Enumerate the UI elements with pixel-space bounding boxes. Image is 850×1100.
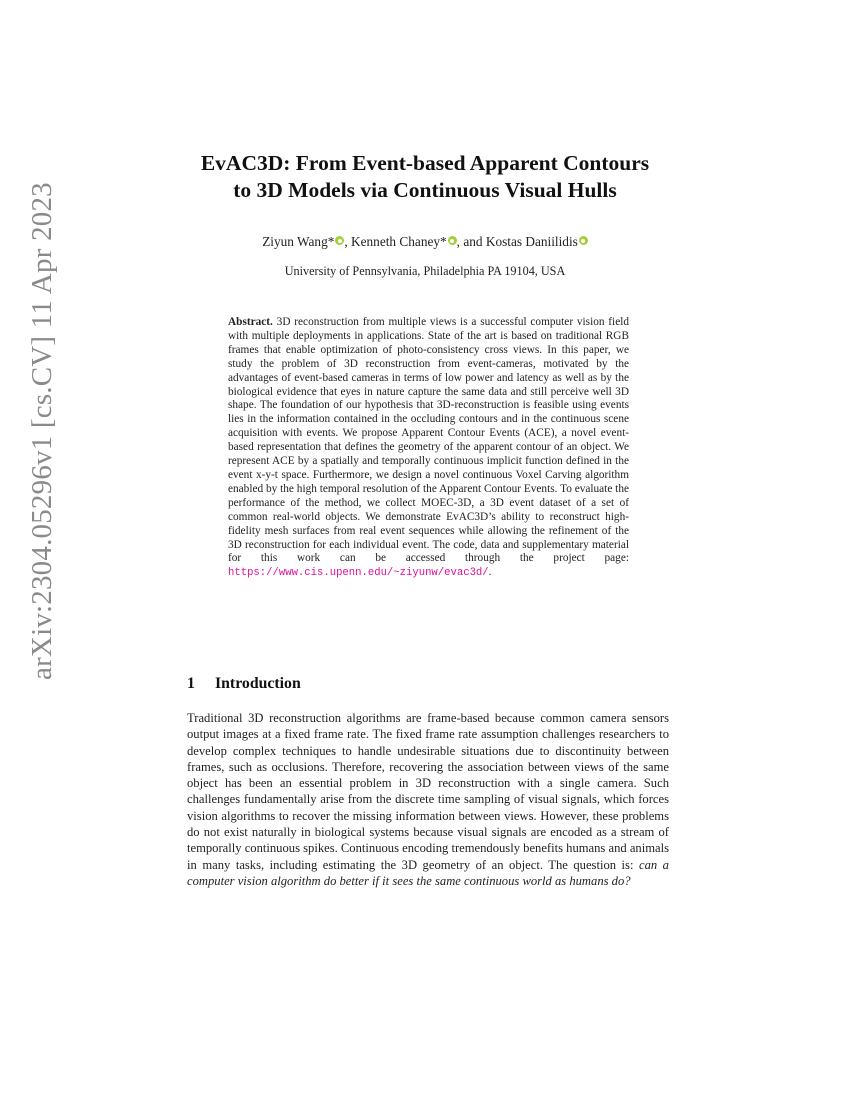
introduction-paragraph xyxy=(187,710,669,889)
section-number: 1 xyxy=(187,675,195,692)
intro-body: Traditional 3D reconstruction algorithms are frame-based because common camera sensors output images at a fixed frame rate. The fixed frame rate assumption challenges researchers to develop complex techniques to handle undesirable situations due to discontinuity between frames, such as occlusions. Therefore, recovering the association between views of the same object has been an essential problem in 3D reconstruction with a single camera. Such challenges fundamentally arise from the discrete time sampling of visual signals, which forces vision algorithms to recover the missing information between views. However, these problems do not exist naturally in biological systems because visual signals are encoded as a stream of temporally continuous spikes. Continuous encoding tremendously benefits humans and animals in many tasks, including estimating the 3D geometry of an object. The question is: xyxy=(187,711,669,872)
orcid-icon[interactable] xyxy=(579,236,588,245)
abstract-body: 3D reconstruction from multiple views is a successful computer vision field with multiple deployments in applications. State of the art is based on traditional RGB frames that enable optimization of photo-consistency cross views. In this paper, we study the problem of 3D reconstruction from event-cameras, motivated by the advantages of event-based cameras in terms of low power and latency as well as by the biological evidence that eyes in nature capture the same data and still perceive well 3D shape. The foundation of our hypothesis that 3D-reconstruction is feasible using events lies in the information contained in the occluding contours and in the continuous scene acquisition with events. We propose Apparent Contour Events (ACE), a novel event-based representation that defines the geometry of the apparent contour of an object. We represent ACE by a spatially and temporally continuous implicit function defined in the event x-y-t space. Furthermore, we design a novel continuous Voxel Carving algorithm enabled by the high temporal resolution of the Apparent Contour Events. To evaluate the performance of the method, we collect MOEC-3D, a 3D event dataset of a set of common real-world objects. We demonstrate EvAC3D’s ability to reconstruct high-fidelity mesh surfaces from real event sequences while allowing the refinement of the 3D reconstruction for each individual event. The code, data and supplementary material for this work can be accessed through the project page: xyxy=(228,316,629,565)
section-heading xyxy=(187,675,667,693)
project-page-link[interactable]: https://www.cis.upenn.edu/~ziyunw/evac3d/ xyxy=(228,567,489,580)
abstract xyxy=(228,316,629,581)
orcid-icon[interactable] xyxy=(448,236,457,245)
abstract-trailing: . xyxy=(488,566,492,579)
paper-title xyxy=(150,150,700,204)
arxiv-stamp: arXiv:2304.05296v1 [cs.CV] 11 Apr 2023 xyxy=(26,182,58,680)
author-separator: , and xyxy=(456,234,486,249)
author-name: Ziyun Wang* xyxy=(262,234,335,249)
abstract-label: Abstract. xyxy=(228,316,273,328)
author-separator: , xyxy=(344,234,352,249)
author-name: Kenneth Chaney* xyxy=(351,234,447,249)
section-title: Introduction xyxy=(215,675,301,692)
title-line-2: to 3D Models via Continuous Visual Hulls xyxy=(233,178,617,202)
title-line-1: EvAC3D: From Event-based Apparent Contours xyxy=(200,151,650,175)
author-name: Kostas Daniilidis xyxy=(485,234,578,249)
intro-question: can a computer vision algorithm do better if it sees the same continuous world as humans do? xyxy=(187,857,669,888)
author-list xyxy=(150,234,700,250)
affiliation: University of Pennsylvania, Philadelphia PA 19104, USA xyxy=(284,264,566,278)
